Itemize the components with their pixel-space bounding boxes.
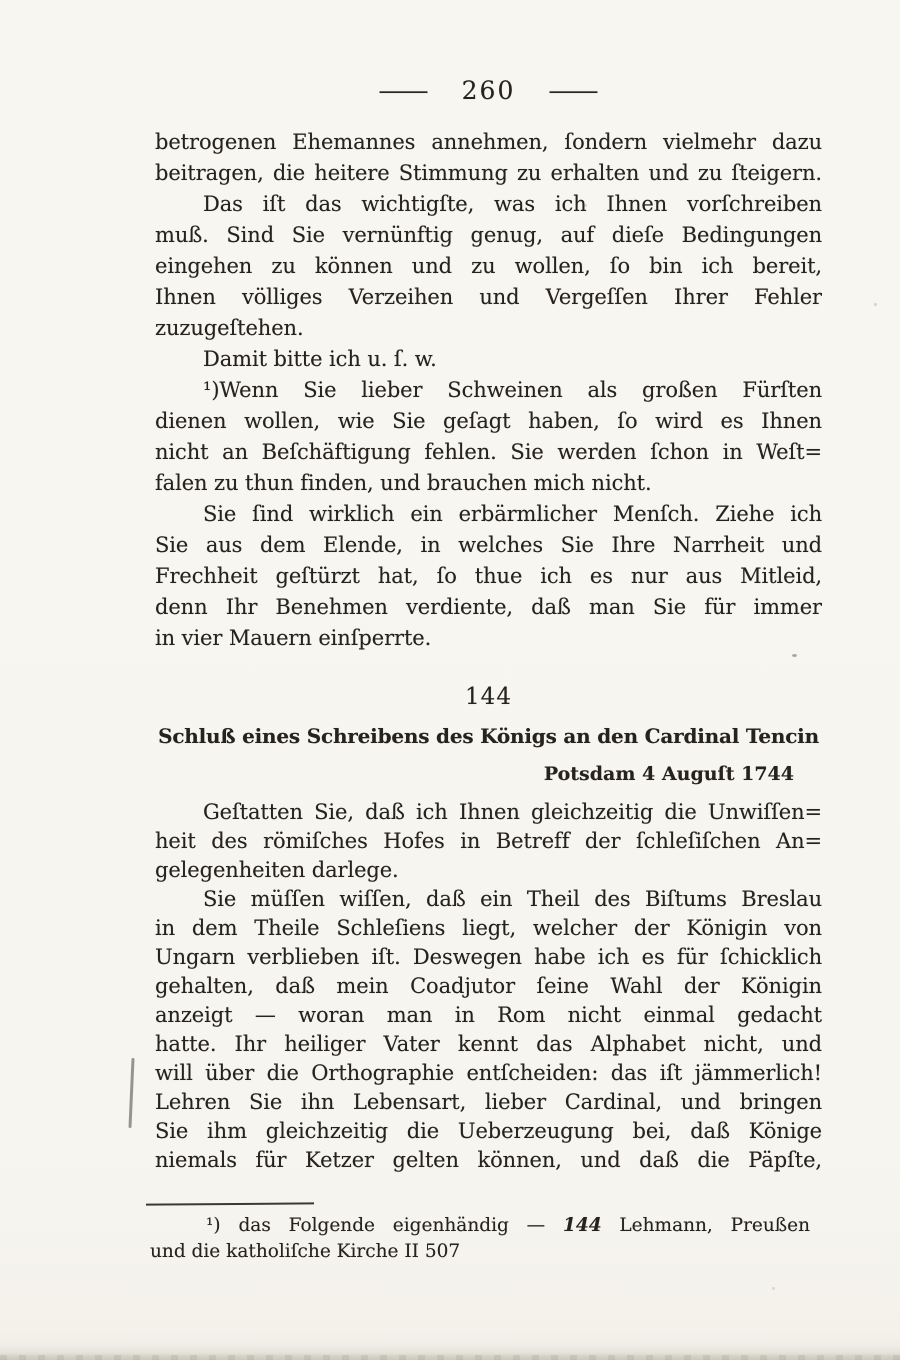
paragraph — [155, 189, 822, 344]
scan-speck — [772, 1287, 775, 1290]
text-line: dienen wollen, wie Sie geſagt haben, ſo wird es Ihnen — [155, 409, 822, 433]
text-line: Ungarn verblieben iſt. Deswegen habe ich es für ſchicklich — [155, 945, 822, 969]
scan-speck — [584, 204, 587, 207]
text-line: Frechheit geſtürzt hat, ſo thue ich es nur aus Mitleid, — [155, 564, 822, 588]
footnote-line — [150, 1213, 810, 1239]
text-line: Geſtatten Sie, daß ich Ihnen gleichzeitig die Unwiſſen= — [203, 800, 822, 824]
footnote-reference-number: 144 — [562, 1215, 602, 1236]
text-line: eingehen zu können und zu wollen, ſo bin ich bereit, — [155, 254, 822, 278]
text-line: hatte. Ihr heiliger Vater kennt das Alphabet nicht, und — [155, 1032, 822, 1056]
section-dateline: Potsdam 4 Auguſt 1744 — [543, 763, 794, 785]
text-line: niemals für Ketzer gelten können, und daß die Päpſte, — [155, 1148, 822, 1172]
page-number: 260 — [461, 76, 516, 105]
paragraph — [155, 885, 822, 1175]
letter-144-body — [155, 798, 822, 1175]
paragraph — [155, 798, 822, 885]
text-line: falen zu thun finden, und brauchen mich nicht. — [155, 471, 652, 495]
footnote-line: und die katholiſche Kirche II 507 — [150, 1241, 461, 1262]
text-line: in dem Theile Schleſiens liegt, welcher der Königin von — [155, 916, 822, 940]
paragraph — [155, 344, 822, 375]
text-line: Sie ſind wirklich ein erbärmlicher Menſch. Ziehe ich — [203, 502, 822, 526]
paragraph — [155, 499, 822, 654]
text-line: will über die Orthographie entſcheiden: das iſt jämmerlich! — [155, 1061, 822, 1085]
text-line: Damit bitte ich u. ſ. w. — [203, 347, 437, 371]
text-line: in vier Mauern einſperrte. — [155, 626, 432, 650]
text-line: betrogenen Ehemannes annehmen, ſondern vielmehr dazu — [155, 130, 822, 154]
text-line: anzeigt — woran man in Rom nicht einmal gedacht — [155, 1003, 822, 1027]
text-line: denn Ihr Benehmen verdiente, daß man Sie für immer — [155, 595, 822, 619]
header-dash-right: — — [547, 76, 601, 105]
margin-pencil-mark — [128, 1058, 134, 1128]
text-line: Sie aus dem Elende, in welches Sie Ihre Narrheit und — [155, 533, 822, 557]
text-line: Sie ihm gleichzeitig die Ueberzeugung bei, daß Könige — [155, 1119, 822, 1143]
scan-edge-artifact — [0, 1346, 900, 1360]
header-dash-left: — — [376, 76, 430, 105]
text-line: Sie müſſen wiſſen, daß ein Theil des Biſtums Breslau — [203, 887, 822, 911]
text-line: heit des römiſches Hofes in Betreff der ſchleſiſchen An= — [155, 829, 822, 853]
text-line: muß. Sind Sie vernünftig genug, auf dieſe Bedingungen — [155, 223, 822, 247]
footnote-text: das Folgende eigenhändig — — [238, 1215, 563, 1236]
section-number: 144 — [465, 684, 512, 710]
text-line: Das iſt das wichtigſte, was ich Ihnen vorſchreiben — [203, 192, 822, 216]
letter-143-continuation — [155, 127, 822, 654]
page-header — [155, 76, 822, 105]
text-line: Lehren Sie ihn Lebensart, lieber Cardinal, und bringen — [155, 1090, 822, 1114]
footnote-marker: ¹) — [206, 1215, 221, 1236]
footnote-rule — [146, 1202, 314, 1205]
text-line: beitragen, die heitere Stimmung zu erhalten und zu ſteigern. — [155, 161, 822, 185]
text-line: zuzugeſtehen. — [155, 316, 304, 340]
scan-speck — [792, 654, 797, 657]
text-line: ¹)Wenn Sie lieber Schweinen als großen Fürſten — [203, 378, 822, 402]
text-line: gelegenheiten darlege. — [155, 858, 399, 882]
footnote-text: Lehmann, Preußen — [601, 1215, 810, 1236]
footnote — [150, 1213, 810, 1265]
text-line: Ihnen völliges Verzeihen und Vergeſſen Ihrer Fehler — [155, 285, 822, 309]
text-line: nicht an Beſchäftigung fehlen. Sie werden ſchon in Weſt= — [155, 440, 822, 464]
paragraph — [155, 127, 822, 189]
scan-speck — [874, 303, 877, 306]
text-line: gehalten, daß mein Coadjutor ſeine Wahl der Königin — [155, 974, 822, 998]
section-title: Schluß eines Schreibens des Königs an den Cardinal Tencin — [158, 724, 819, 748]
paragraph — [155, 375, 822, 499]
